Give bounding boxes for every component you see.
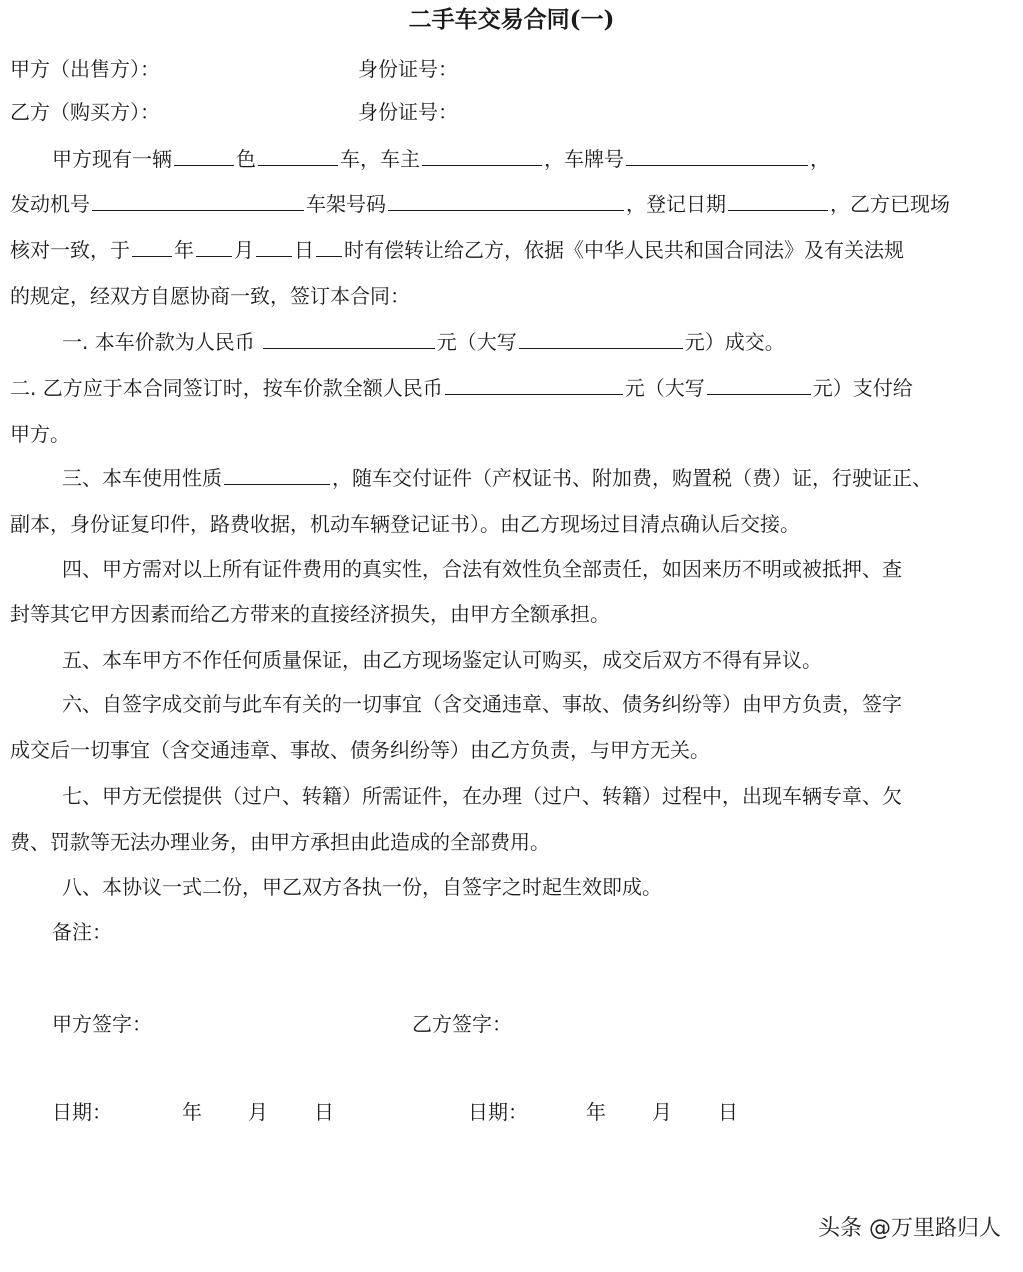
party-a-date-year: 年 [182, 1100, 202, 1124]
usage-blank [224, 464, 330, 485]
intro-line-1: 甲方现有一辆 色 车，车主 ，车牌号 ， [52, 147, 830, 171]
party-a-date-month: 月 [248, 1100, 268, 1124]
clause-7: 七、甲方无偿提供（过户、转籍）所需证件，在办理（过户、转籍）过程中，出现车辆专章、欠 [62, 784, 902, 808]
clause-4-cont: 封等其它甲方因素而给乙方带来的直接经济损失，由甲方全额承担。 [10, 602, 610, 626]
intro-line-2: 发动机号 车架号码 ，登记日期 ，乙方已现场 [10, 192, 950, 216]
party-b-date-year: 年 [586, 1100, 606, 1124]
reg-date-blank [728, 190, 828, 211]
watermark: 头条 @万里路归人 [818, 1216, 1001, 1241]
party-b-date-month: 月 [652, 1100, 672, 1124]
owner-blank [422, 145, 542, 166]
month-blank [196, 236, 232, 257]
vin-blank [388, 190, 624, 211]
party-a-date-day: 日 [314, 1100, 334, 1124]
full-amount-caps-blank [707, 374, 811, 395]
party-b-date-label: 日期： [468, 1100, 528, 1124]
intro-line-4: 的规定，经双方自愿协商一致，签订本合同： [10, 284, 410, 308]
day-blank [256, 236, 292, 257]
plate-blank [626, 145, 808, 166]
price-caps-blank [519, 328, 683, 349]
clause-6: 六、自签字成交前与此车有关的一切事宜（含交通违章、事故、债务纠纷等）由甲方负责，签字 [62, 692, 902, 716]
party-b-date-day: 日 [718, 1100, 738, 1124]
car-type-blank [258, 145, 338, 166]
page-title: 二手车交易合同(一) [408, 6, 615, 33]
clause-3-cont: 副本，身份证复印件，路费收据，机动车辆登记证书）。由乙方现场过目清点确认后交接。 [10, 512, 800, 536]
color-blank [174, 145, 234, 166]
party-b-label: 乙方（购买方）： [10, 100, 160, 124]
clause-3: 三、本车使用性质 ，随车交付证件（产权证书、附加费，购置税（费）证，行驶证正、 [62, 466, 932, 490]
party-b-signature-label: 乙方签字： [412, 1012, 512, 1036]
party-a-label: 甲方（出售方）： [10, 57, 160, 81]
clause-5: 五、本车甲方不作任何质量保证，由乙方现场鉴定认可购买，成交后双方不得有异议。 [62, 648, 822, 672]
clause-7-cont: 费、罚款等无法办理业务，由甲方承担由此造成的全部费用。 [10, 830, 550, 854]
price-blank [263, 328, 435, 349]
party-a-date-label: 日期： [52, 1100, 112, 1124]
party-b-id-label: 身份证号： [358, 100, 458, 124]
engine-blank [92, 190, 304, 211]
clause-4: 四、甲方需对以上所有证件费用的真实性，合法有效性负全部责任，如因来历不明或被抵押、查 [62, 557, 902, 581]
year-blank [132, 236, 172, 257]
party-a-id-label: 身份证号： [358, 57, 458, 81]
party-a-signature-label: 甲方签字： [52, 1012, 152, 1036]
full-amount-blank [445, 374, 623, 395]
clause-8: 八、本协议一式二份，甲乙双方各执一份，自签字之时起生效即成。 [62, 875, 662, 899]
clause-2: 二. 乙方应于本合同签订时，按车价款全额人民币 元（大写 元）支付给 [10, 376, 913, 400]
clause-2-cont: 甲方。 [10, 422, 70, 446]
hour-blank [316, 236, 342, 257]
remark-label: 备注： [52, 920, 112, 944]
clause-1: 一. 本车价款为人民币 元（大写 元）成交。 [62, 330, 785, 354]
intro-line-3: 核对一致，于 年 月 日 时有偿转让给乙方，依据《中华人民共和国合同法》及有关法规 [10, 238, 904, 262]
clause-6-cont: 成交后一切事宜（含交通违章、事故、债务纠纷等）由乙方负责，与甲方无关。 [10, 738, 710, 762]
